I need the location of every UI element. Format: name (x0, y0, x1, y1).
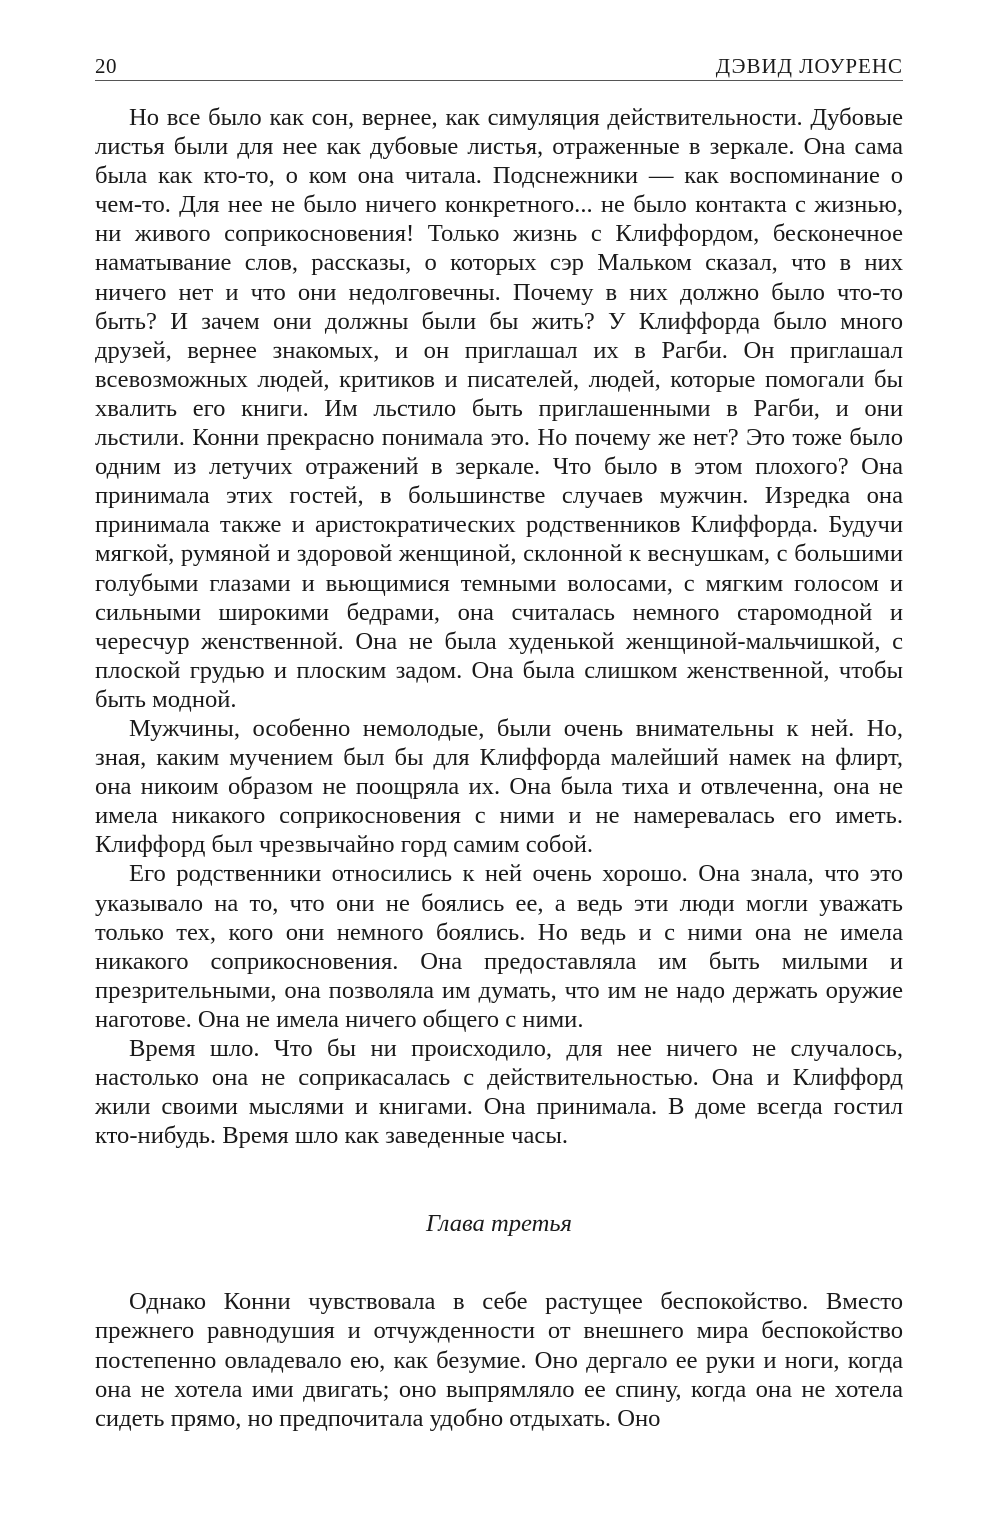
paragraph: Но все было как сон, вернее, как симуляция действительности. Дубовые листья были для нее как дубовые листья, отраженные в зеркале. Она сама была как кто-то, о ком она читала. Подснежники — как воспоминание о чем-то. Для нее не было ничего конкретного... не было контакта с жизнью, ни живого соприкосновения! Только жизнь с Клиффордом, бесконечное наматывание слов, рассказы, о которых сэр Мальком сказал, что в них ничего нет и что они недолговечны. Почему в них должно было что-то быть? И зачем они должны были бы жить? У Клиффорда было много друзей, вернее знакомых, и он приглашал их в Рагби. Он приглашал всевозможных людей, критиков и писателей, людей, которые помогали бы хвалить его книги. Им льстило быть приглашенными в Рагби, и они льстили. Конни прекрасно понимала это. Но почему же нет? Это тоже было одним из летучих отражений в зеркале. Что было в этом плохого? Она принимала этих гостей, в большинстве случаев мужчин. Изредка она принимала также и аристократических родственников Клиффорда. Будучи мягкой, румяной и здоровой женщиной, склонной к веснушкам, с большими голубыми глазами и вьющимися темными волосами, с мягким голосом и сильными широкими бедрами, она считалась немного старомодной и чересчур женственной. Она не была худенькой женщиной-мальчишкой, с плоской грудью и плоским задом. Она была слишком женственной, чтобы быть модной. (95, 104, 903, 713)
body-text (95, 103, 903, 1433)
page-number: 20 (95, 54, 117, 78)
paragraph: Однако Конни чувствовала в себе растущее беспокойство. Вместо прежнего равнодушия и отчужденности от внешнего мира беспокойство постепенно овладевало ею, как безумие. Оно дергало ее руки и ноги, когда она не хотела ими двигать; оно выпрямляло ее спину, когда она не хотела сидеть прямо, но предпочитала удобно отдыхать. Оно (95, 1288, 903, 1432)
paragraph: Мужчины, особенно немолодые, были очень внимательны к ней. Но, зная, каким мучением был бы для Клиффорда малейший намек на флирт, она никоим образом не поощряла их. Она была тиха и отвлеченна, она не имела никакого соприкосновения с ними и не намеревалась его иметь. Клиффорд был чрезвычайно горд самим собой. (95, 714, 903, 859)
running-head-author: ДЭВИД ЛОУРЕНС (715, 54, 903, 78)
paragraph: Время шло. Что бы ни происходило, для нее ничего не случалось, настолько она не соприкасалась с действительностью. Она и Клиффорд жили своими мыслями и книгами. Она принимала. В доме всегда гостил кто-нибудь. Время шло как заведенные часы. (95, 1035, 903, 1150)
chapter-title: Глава третья (426, 1210, 572, 1238)
paragraph: Его родственники относились к ней очень хорошо. Она знала, что это указывало на то, что они не боялись ее, а ведь эти люди могли уважать только тех, кого они немного боялись. Но ведь и с ними она не имела никакого соприкосновения. Она предоставляла им быть милыми и презрительными, она позволяла им думать, что им не надо держать оружие наготове. Она не имела ничего общего с ними. (95, 860, 903, 1033)
running-head (95, 48, 903, 81)
book-page (95, 48, 903, 1433)
